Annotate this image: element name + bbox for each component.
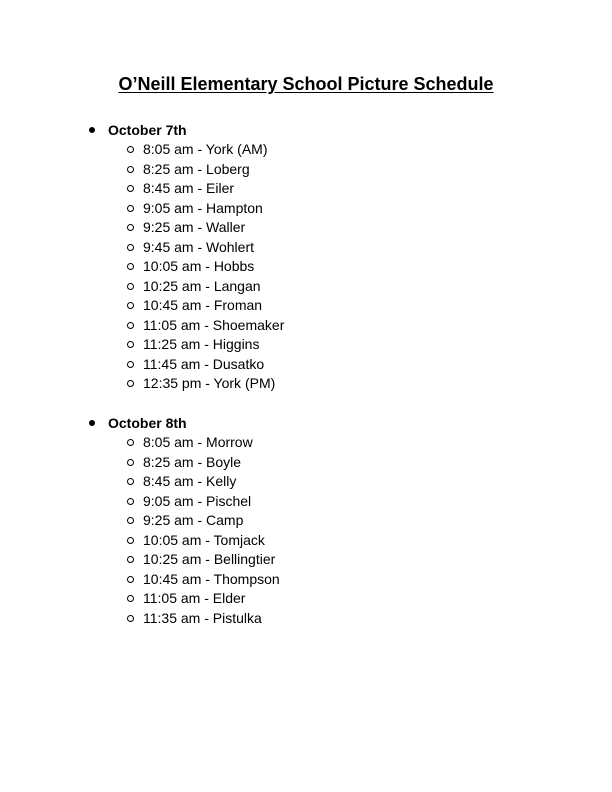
list-item <box>84 589 564 609</box>
slot-text: 8:45 am - Eiler <box>143 180 235 196</box>
list-item <box>84 277 564 297</box>
hollow-bullet-icon <box>127 205 134 212</box>
slot-text: 8:05 am - York (AM) <box>143 141 268 157</box>
slot-text: 9:25 am - Camp <box>143 512 244 528</box>
hollow-bullet-icon <box>127 322 134 329</box>
page-title: O’Neill Elementary School Picture Schedule <box>118 74 494 94</box>
slot-text: 10:45 am - Froman <box>143 297 263 313</box>
list-item <box>84 335 564 355</box>
hollow-bullet-icon <box>127 595 134 602</box>
slot-text: 12:35 pm - York (PM) <box>143 375 276 391</box>
hollow-bullet-icon <box>127 361 134 368</box>
day-label: October 7th <box>108 122 187 138</box>
list-item <box>84 296 564 316</box>
day-section-october-7 <box>84 120 564 394</box>
hollow-bullet-icon <box>127 537 134 544</box>
list-item <box>84 550 564 570</box>
hollow-bullet-icon <box>127 517 134 524</box>
list-item <box>84 257 564 277</box>
slot-text: 11:45 am - Dusatko <box>143 355 265 372</box>
slot-text: 10:45 am - Thompson <box>143 570 280 587</box>
list-item <box>84 492 564 512</box>
hollow-bullet-icon <box>127 615 134 622</box>
list-item <box>84 160 564 180</box>
hollow-bullet-icon <box>127 380 134 387</box>
slot-text: 9:05 am - Pischel <box>143 492 252 509</box>
list-item <box>84 609 564 629</box>
slot-text: 11:35 am - Pistulka <box>143 609 262 626</box>
slot-text: 8:25 am - Boyle <box>143 453 242 470</box>
filled-bullet-icon <box>89 420 95 426</box>
slot-text: 9:05 am - Hampton <box>143 199 263 216</box>
list-item <box>84 433 564 453</box>
hollow-bullet-icon <box>127 302 134 309</box>
list-item <box>84 472 564 492</box>
hollow-bullet-icon <box>127 498 134 505</box>
hollow-bullet-icon <box>127 283 134 290</box>
hollow-bullet-icon <box>127 576 134 583</box>
slot-text: 11:05 am - Elder <box>143 590 246 606</box>
list-item <box>84 179 564 199</box>
slot-text: 11:25 am - Higgins <box>143 336 260 352</box>
slot-text: 10:05 am - Hobbs <box>143 258 255 274</box>
hollow-bullet-icon <box>127 166 134 173</box>
day-header <box>84 120 564 140</box>
slot-text: 8:05 am - Morrow <box>143 434 253 450</box>
day-header <box>84 413 564 433</box>
hollow-bullet-icon <box>127 244 134 251</box>
slot-text: 10:25 am - Langan <box>143 277 261 294</box>
hollow-bullet-icon <box>127 185 134 192</box>
list-item <box>84 453 564 473</box>
list-item <box>84 355 564 375</box>
schedule-list <box>84 140 564 394</box>
list-item <box>84 140 564 160</box>
hollow-bullet-icon <box>127 341 134 348</box>
list-item <box>84 531 564 551</box>
slot-text: 8:45 am - Kelly <box>143 473 237 489</box>
slot-text: 8:25 am - Loberg <box>143 160 250 177</box>
day-label: October 8th <box>108 415 187 431</box>
slot-text: 9:25 am - Waller <box>143 219 246 235</box>
hollow-bullet-icon <box>127 263 134 270</box>
list-item <box>84 374 564 394</box>
hollow-bullet-icon <box>127 459 134 466</box>
slot-text: 10:05 am - Tomjack <box>143 531 265 548</box>
schedule-list <box>84 433 564 628</box>
filled-bullet-icon <box>89 127 95 133</box>
list-item <box>84 199 564 219</box>
list-item <box>84 511 564 531</box>
list-item <box>84 570 564 590</box>
slot-text: 9:45 am - Wohlert <box>143 238 255 255</box>
hollow-bullet-icon <box>127 556 134 563</box>
list-item <box>84 238 564 258</box>
hollow-bullet-icon <box>127 478 134 485</box>
hollow-bullet-icon <box>127 224 134 231</box>
slot-text: 10:25 am - Bellingtier <box>143 551 276 567</box>
hollow-bullet-icon <box>127 439 134 446</box>
hollow-bullet-icon <box>127 146 134 153</box>
slot-text: 11:05 am - Shoemaker <box>143 316 285 333</box>
list-item <box>84 316 564 336</box>
list-item <box>84 218 564 238</box>
day-section-october-8 <box>84 413 564 628</box>
